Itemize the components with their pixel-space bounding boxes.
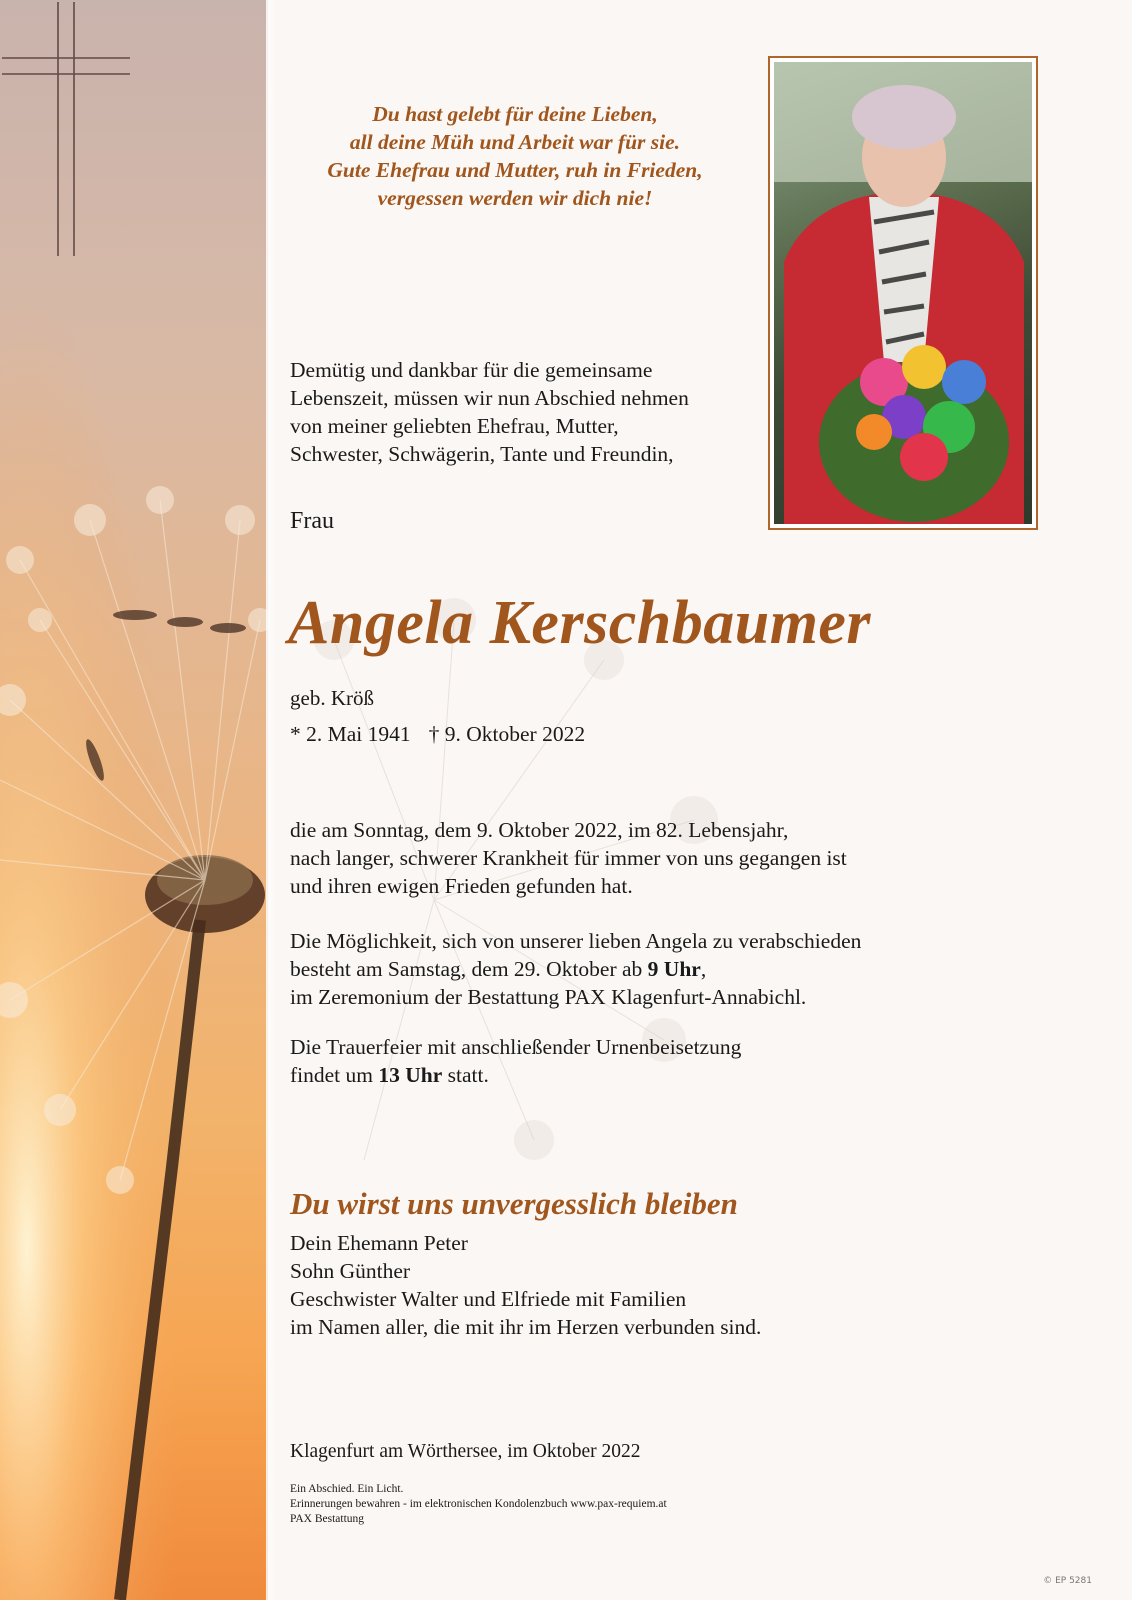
- mourner-line: Geschwister Walter und Elfriede mit Familien: [290, 1287, 687, 1311]
- farewell-time: 9 Uhr: [647, 957, 701, 981]
- paragraph-line: [290, 955, 861, 983]
- strip-divider: [266, 0, 274, 1600]
- paragraph-line: Die Möglichkeit, sich von unserer lieben Angela zu verabschieden: [290, 929, 862, 953]
- paragraph-line: im Zeremonium der Bestattung PAX Klagenfurt-Annabichl.: [290, 985, 807, 1009]
- intro-line: Schwester, Schwägerin, Tante und Freundin,: [290, 442, 674, 466]
- mourner-line: im Namen aller, die mit ihr im Herzen verbunden sind.: [290, 1315, 762, 1339]
- text-run: ,: [700, 957, 707, 981]
- place-date: Klagenfurt am Wörthersee, im Oktober 2022: [290, 1441, 641, 1462]
- text-run: besteht am Samstag, dem 29. Oktober ab: [290, 957, 648, 981]
- salutation: Frau: [290, 508, 334, 534]
- paragraph-line: die am Sonntag, dem 9. Oktober 2022, im 82. Lebensjahr,: [290, 818, 789, 842]
- footer-line: Ein Abschied. Ein Licht.: [290, 1483, 404, 1495]
- life-dates: [290, 722, 585, 747]
- paragraph-line: und ihren ewigen Frieden gefunden hat.: [290, 874, 633, 898]
- intro-line: von meiner geliebten Ehefrau, Mutter,: [290, 414, 619, 438]
- death-date: † 9. Oktober 2022: [428, 722, 586, 746]
- dandelion-sunset-image: [0, 0, 268, 1600]
- verse-line: vergessen werden wir dich nie!: [377, 186, 653, 210]
- text-run: statt.: [442, 1063, 489, 1087]
- paragraph-line: Die Trauerfeier mit anschließender Urnenbeisetzung: [290, 1035, 742, 1059]
- paragraph-line: nach langer, schwerer Krankheit für immer von uns gegangen ist: [290, 846, 847, 870]
- farewell-paragraph: [290, 927, 861, 1011]
- text-run: findet um: [290, 1063, 379, 1087]
- verse-line: Du hast gelebt für deine Lieben,: [372, 102, 658, 126]
- death-notice-paragraph: [290, 816, 847, 900]
- intro-paragraph: [290, 356, 760, 468]
- paragraph-line: [290, 1061, 741, 1089]
- intro-line: Lebenszeit, müssen wir nun Abschied nehmen: [290, 386, 689, 410]
- portrait-photo: [774, 62, 1032, 524]
- verse-line: all deine Müh und Arbeit war für sie.: [349, 130, 681, 154]
- intro-line: Demütig und dankbar für die gemeinsame: [290, 358, 653, 382]
- deceased-name: Angela Kerschbaumer: [288, 589, 872, 657]
- template-code: © EP 5281: [1043, 1576, 1092, 1586]
- footer-notes: [290, 1482, 667, 1527]
- mourner-line: Sohn Günther: [290, 1259, 411, 1283]
- verse-line: Gute Ehefrau und Mutter, ruh in Frieden,: [327, 158, 703, 182]
- mourner-line: Dein Ehemann Peter: [290, 1231, 468, 1255]
- mourners-list: [290, 1229, 761, 1341]
- ceremony-time: 13 Uhr: [378, 1063, 443, 1087]
- footer-line: Erinnerungen bewahren - im elektronischen Kondolenzbuch www.pax-requiem.at: [290, 1498, 667, 1510]
- verse: [290, 100, 740, 212]
- ceremony-paragraph: [290, 1033, 741, 1089]
- maiden-name: geb. Kröß: [290, 686, 374, 710]
- cross-icon: [0, 0, 132, 258]
- closing-heading: Du wirst uns unvergesslich bleiben: [290, 1186, 738, 1221]
- footer-line: PAX Bestattung: [290, 1513, 365, 1525]
- birth-date: * 2. Mai 1941: [290, 722, 411, 746]
- portrait-photo-frame: [768, 56, 1038, 530]
